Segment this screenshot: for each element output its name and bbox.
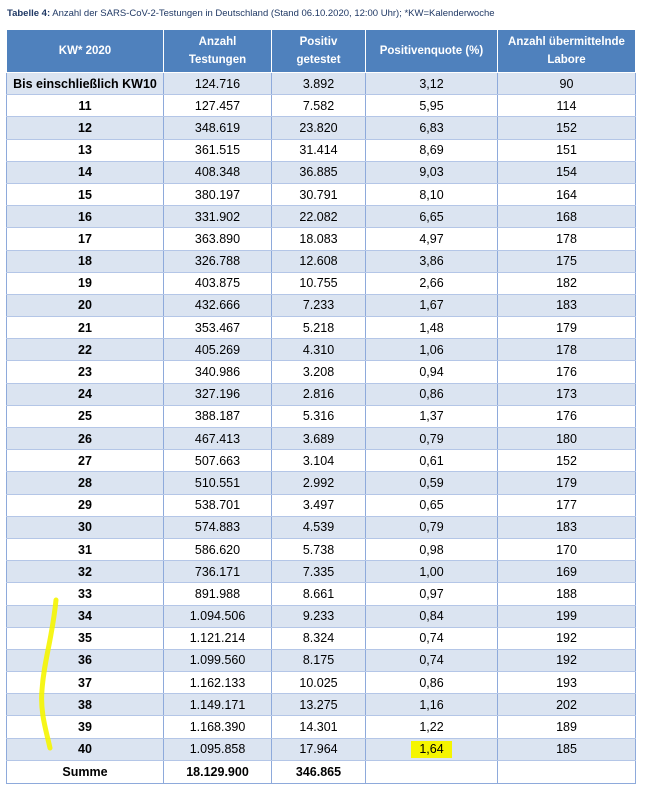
cell-positive: 2.992 — [272, 472, 366, 494]
cell-quote: 2,66 — [366, 272, 498, 294]
cell-quote: 8,10 — [366, 183, 498, 205]
cell-tests: 736.171 — [164, 561, 272, 583]
cell-quote: 1,16 — [366, 694, 498, 716]
cell-labs: 178 — [498, 339, 636, 361]
cell-quote: 0,86 — [366, 383, 498, 405]
cell-positive: 18.083 — [272, 228, 366, 250]
cell-positive: 7.582 — [272, 95, 366, 117]
summary-row — [7, 760, 636, 783]
cell-labs: 152 — [498, 117, 636, 139]
cell-quote: 1,67 — [366, 294, 498, 316]
cell-kw: 15 — [7, 183, 164, 205]
table-row — [7, 672, 636, 694]
cell-labs: 193 — [498, 672, 636, 694]
table-row — [7, 428, 636, 450]
cell-labs: 176 — [498, 361, 636, 383]
cell-tests: 127.457 — [164, 95, 272, 117]
cell-labs: 154 — [498, 161, 636, 183]
cell-positive: 13.275 — [272, 694, 366, 716]
cell-positive: 22.082 — [272, 206, 366, 228]
table-row — [7, 183, 636, 205]
header-labs-line1: Anzahl übermittelnde — [508, 36, 625, 48]
cell-kw: 30 — [7, 516, 164, 538]
cell-quote: 6,83 — [366, 117, 498, 139]
cell-tests: 432.666 — [164, 294, 272, 316]
cell-quote: 0,65 — [366, 494, 498, 516]
table-row — [7, 95, 636, 117]
cell-tests: 574.883 — [164, 516, 272, 538]
cell-kw: 37 — [7, 672, 164, 694]
caption-text: Anzahl der SARS-CoV-2-Testungen in Deutschland (Stand 06.10.2020, 12:00 Uhr); *KW=Kalenderwoche — [50, 8, 495, 19]
table-row — [7, 339, 636, 361]
cell-labs: 173 — [498, 383, 636, 405]
cell-tests: 326.788 — [164, 250, 272, 272]
cell-labs: 180 — [498, 428, 636, 450]
cell-labs: 192 — [498, 649, 636, 671]
cell-kw: 22 — [7, 339, 164, 361]
cell-labs: 176 — [498, 405, 636, 427]
cell-kw: 16 — [7, 206, 164, 228]
cell-kw: 29 — [7, 494, 164, 516]
summary-tests: 18.129.900 — [164, 760, 272, 783]
cell-positive: 4.539 — [272, 516, 366, 538]
table-row — [7, 583, 636, 605]
cell-kw: 34 — [7, 605, 164, 627]
cell-positive: 7.233 — [272, 294, 366, 316]
cell-quote: 0,74 — [366, 627, 498, 649]
cell-quote: 1,00 — [366, 561, 498, 583]
summary-labs — [498, 760, 636, 783]
cell-labs: 192 — [498, 627, 636, 649]
cell-tests: 327.196 — [164, 383, 272, 405]
cell-labs: 168 — [498, 206, 636, 228]
summary-label: Summe — [7, 760, 164, 783]
cell-kw: 11 — [7, 95, 164, 117]
cell-quote: 9,03 — [366, 161, 498, 183]
header-kw-line: KW* 2020 — [58, 45, 112, 57]
table-row — [7, 250, 636, 272]
table-row — [7, 516, 636, 538]
cell-labs: 179 — [498, 472, 636, 494]
header-tests-line1: Anzahl — [198, 36, 237, 48]
cell-labs: 183 — [498, 516, 636, 538]
cell-positive: 17.964 — [272, 738, 366, 760]
cell-positive: 8.175 — [272, 649, 366, 671]
caption-label: Tabelle 4: — [7, 8, 51, 19]
cell-positive: 8.661 — [272, 583, 366, 605]
cell-quote: 0,98 — [366, 538, 498, 560]
cell-tests: 891.988 — [164, 583, 272, 605]
cell-kw: 40 — [7, 738, 164, 760]
cell-tests: 507.663 — [164, 450, 272, 472]
cell-positive: 8.324 — [272, 627, 366, 649]
header-labs-line2: Labore — [547, 54, 586, 66]
cell-quote: 0,74 — [366, 649, 498, 671]
cell-labs: 175 — [498, 250, 636, 272]
cell-labs: 188 — [498, 583, 636, 605]
cell-kw: 18 — [7, 250, 164, 272]
cell-labs: 183 — [498, 294, 636, 316]
cell-quote: 0,94 — [366, 361, 498, 383]
cell-positive: 10.025 — [272, 672, 366, 694]
cell-positive: 4.310 — [272, 339, 366, 361]
cell-positive: 3.104 — [272, 450, 366, 472]
header-positive-line1: Positiv — [299, 36, 338, 48]
cell-tests: 403.875 — [164, 272, 272, 294]
cell-labs: 170 — [498, 538, 636, 560]
testing-table — [6, 29, 636, 784]
table-body — [7, 73, 636, 761]
cell-positive: 30.791 — [272, 183, 366, 205]
header-labs — [498, 30, 636, 73]
table-row — [7, 294, 636, 316]
cell-tests: 538.701 — [164, 494, 272, 516]
cell-quote — [366, 738, 498, 760]
cell-tests: 363.890 — [164, 228, 272, 250]
cell-positive: 5.738 — [272, 538, 366, 560]
cell-kw: 23 — [7, 361, 164, 383]
header-tests-line2: Testungen — [188, 54, 247, 66]
table-row — [7, 716, 636, 738]
cell-kw: 26 — [7, 428, 164, 450]
cell-tests: 586.620 — [164, 538, 272, 560]
header-quote-line: Positivenquote (%) — [379, 45, 484, 57]
cell-quote: 1,22 — [366, 716, 498, 738]
cell-kw: 33 — [7, 583, 164, 605]
cell-kw: 21 — [7, 317, 164, 339]
cell-kw: 38 — [7, 694, 164, 716]
table-row — [7, 738, 636, 760]
cell-labs: 151 — [498, 139, 636, 161]
cell-kw: 39 — [7, 716, 164, 738]
cell-quote: 3,12 — [366, 73, 498, 95]
header-kw — [7, 30, 164, 73]
cell-labs: 178 — [498, 228, 636, 250]
summary-positive: 346.865 — [272, 760, 366, 783]
cell-quote: 0,79 — [366, 516, 498, 538]
cell-tests: 1.099.560 — [164, 649, 272, 671]
cell-kw: Bis einschließlich KW10 — [7, 73, 164, 95]
cell-quote: 4,97 — [366, 228, 498, 250]
cell-labs: 202 — [498, 694, 636, 716]
cell-quote: 1,37 — [366, 405, 498, 427]
cell-tests: 331.902 — [164, 206, 272, 228]
cell-quote: 6,65 — [366, 206, 498, 228]
cell-quote: 0,79 — [366, 428, 498, 450]
cell-tests: 348.619 — [164, 117, 272, 139]
cell-tests: 1.168.390 — [164, 716, 272, 738]
cell-kw: 36 — [7, 649, 164, 671]
cell-positive: 10.755 — [272, 272, 366, 294]
cell-tests: 388.187 — [164, 405, 272, 427]
cell-labs: 189 — [498, 716, 636, 738]
table-row — [7, 361, 636, 383]
table-row — [7, 161, 636, 183]
table-row — [7, 450, 636, 472]
table-row — [7, 383, 636, 405]
cell-kw: 28 — [7, 472, 164, 494]
cell-labs: 169 — [498, 561, 636, 583]
header-quote — [366, 30, 498, 73]
cell-kw: 31 — [7, 538, 164, 560]
table-row — [7, 538, 636, 560]
table-row — [7, 206, 636, 228]
cell-quote: 3,86 — [366, 250, 498, 272]
summary-quote — [366, 760, 498, 783]
cell-tests: 1.094.506 — [164, 605, 272, 627]
cell-kw: 27 — [7, 450, 164, 472]
table-row — [7, 228, 636, 250]
cell-kw: 24 — [7, 383, 164, 405]
cell-labs: 185 — [498, 738, 636, 760]
cell-quote: 0,61 — [366, 450, 498, 472]
cell-labs: 114 — [498, 95, 636, 117]
cell-quote: 0,59 — [366, 472, 498, 494]
cell-labs: 90 — [498, 73, 636, 95]
table-row — [7, 694, 636, 716]
table-row — [7, 561, 636, 583]
cell-kw: 35 — [7, 627, 164, 649]
cell-positive: 12.608 — [272, 250, 366, 272]
cell-positive: 5.218 — [272, 317, 366, 339]
cell-quote: 0,86 — [366, 672, 498, 694]
header-tests — [164, 30, 272, 73]
header-positive — [272, 30, 366, 73]
cell-labs: 177 — [498, 494, 636, 516]
table-row — [7, 317, 636, 339]
table-row — [7, 405, 636, 427]
cell-tests: 361.515 — [164, 139, 272, 161]
cell-labs: 182 — [498, 272, 636, 294]
cell-positive: 3.892 — [272, 73, 366, 95]
cell-kw: 14 — [7, 161, 164, 183]
cell-quote: 8,69 — [366, 139, 498, 161]
cell-labs: 199 — [498, 605, 636, 627]
cell-positive: 3.497 — [272, 494, 366, 516]
table-row — [7, 494, 636, 516]
cell-positive: 31.414 — [272, 139, 366, 161]
table-row — [7, 605, 636, 627]
cell-tests: 510.551 — [164, 472, 272, 494]
cell-quote: 0,97 — [366, 583, 498, 605]
cell-tests: 1.149.171 — [164, 694, 272, 716]
cell-quote: 1,06 — [366, 339, 498, 361]
cell-positive: 3.208 — [272, 361, 366, 383]
cell-labs: 179 — [498, 317, 636, 339]
cell-tests: 405.269 — [164, 339, 272, 361]
table-row — [7, 627, 636, 649]
cell-quote: 1,48 — [366, 317, 498, 339]
cell-positive: 7.335 — [272, 561, 366, 583]
cell-kw: 19 — [7, 272, 164, 294]
table-row — [7, 649, 636, 671]
cell-labs: 164 — [498, 183, 636, 205]
cell-kw: 20 — [7, 294, 164, 316]
cell-tests: 1.162.133 — [164, 672, 272, 694]
cell-tests: 353.467 — [164, 317, 272, 339]
cell-positive: 14.301 — [272, 716, 366, 738]
cell-tests: 1.095.858 — [164, 738, 272, 760]
table-row — [7, 472, 636, 494]
cell-positive: 23.820 — [272, 117, 366, 139]
cell-tests: 467.413 — [164, 428, 272, 450]
highlighted-quote: 1,64 — [411, 741, 451, 758]
table-row — [7, 117, 636, 139]
cell-positive: 2.816 — [272, 383, 366, 405]
cell-kw: 13 — [7, 139, 164, 161]
cell-positive: 9.233 — [272, 605, 366, 627]
table-caption — [7, 8, 495, 19]
table-row — [7, 73, 636, 95]
cell-kw: 32 — [7, 561, 164, 583]
header-row — [7, 30, 636, 73]
table-row — [7, 272, 636, 294]
cell-quote: 5,95 — [366, 95, 498, 117]
table-row — [7, 139, 636, 161]
cell-tests: 124.716 — [164, 73, 272, 95]
cell-positive: 3.689 — [272, 428, 366, 450]
cell-kw: 17 — [7, 228, 164, 250]
cell-tests: 340.986 — [164, 361, 272, 383]
cell-quote: 0,84 — [366, 605, 498, 627]
cell-positive: 5.316 — [272, 405, 366, 427]
cell-tests: 408.348 — [164, 161, 272, 183]
header-positive-line2: getestet — [296, 54, 341, 66]
cell-tests: 1.121.214 — [164, 627, 272, 649]
cell-positive: 36.885 — [272, 161, 366, 183]
cell-labs: 152 — [498, 450, 636, 472]
cell-kw: 12 — [7, 117, 164, 139]
cell-tests: 380.197 — [164, 183, 272, 205]
cell-kw: 25 — [7, 405, 164, 427]
